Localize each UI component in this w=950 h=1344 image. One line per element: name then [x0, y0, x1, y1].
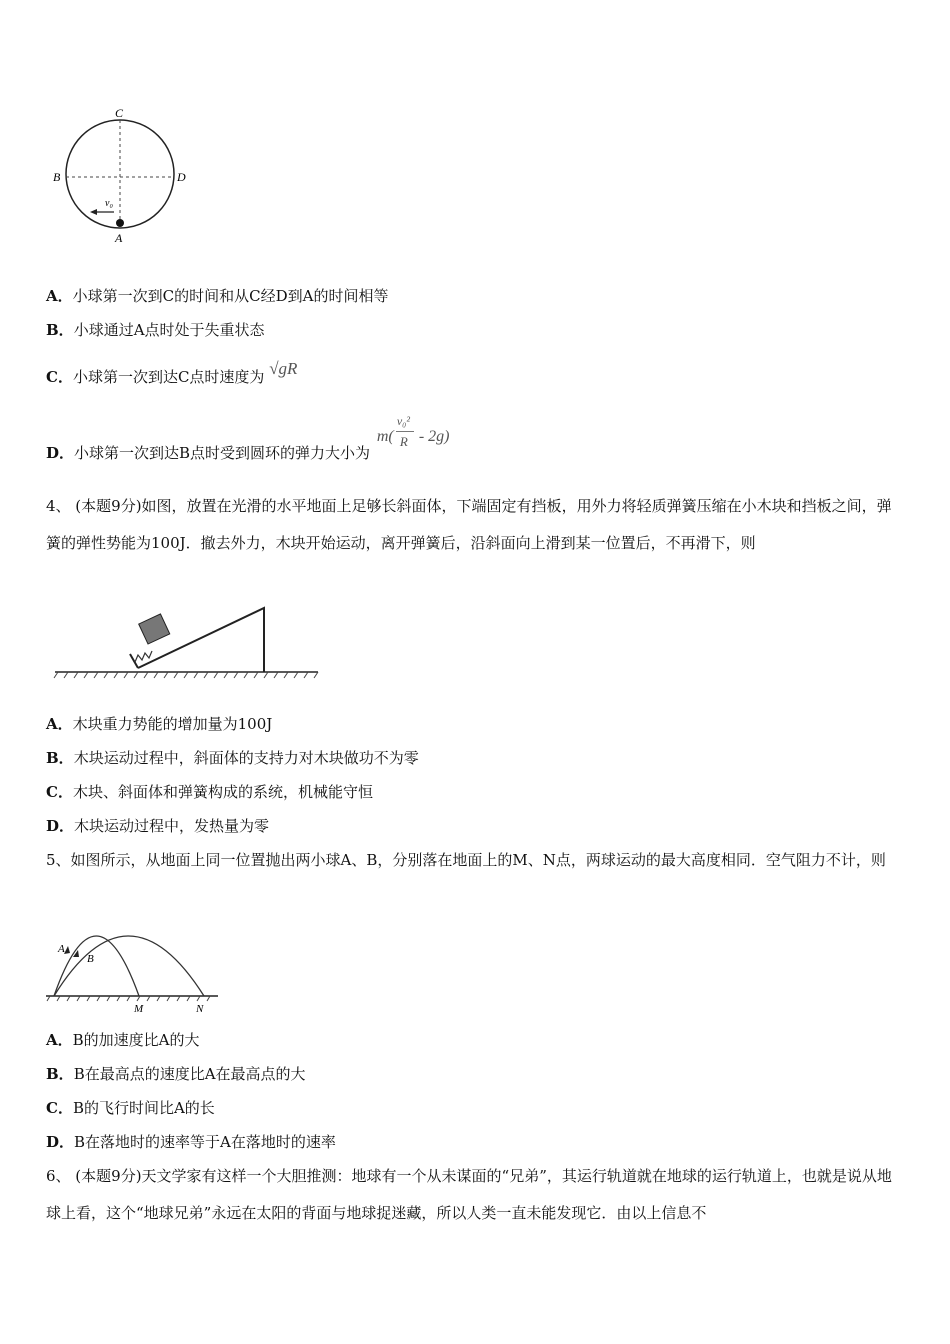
q5-option-d: D．B在落地时的速率等于A在落地时的速率	[46, 1133, 336, 1151]
label-d: D	[177, 170, 186, 184]
q4-option-c: C．木块、斜面体和弹簧构成的系统，机械能守恒	[46, 783, 373, 801]
label-v0: v₀	[105, 198, 113, 209]
label-c: C	[115, 106, 124, 120]
q4-option-b: B．木块运动过程中，斜面体的支持力对木块做功不为零	[46, 749, 419, 767]
q4-stem: 4、 (本题9分)如图，放置在光滑的水平地面上足够长斜面体，下端固定有挡板，用外力将轻质弹簧压缩在小木块和挡板之间，弹簧的弹性势能为100J．撤去外力，木块开始运动，离开弹簧后，沿斜面向上滑到某一位置后，不再滑下，则	[46, 497, 892, 552]
q3-option-b: B．小球通过A点时处于失重状态	[46, 321, 265, 339]
label-n: N	[196, 1003, 204, 1015]
label-b: B	[53, 170, 61, 184]
q5-option-c: C．B的飞行时间比A的长	[46, 1099, 215, 1117]
q3-option-c: C．小球第一次到达C点时速度为 √gR	[46, 359, 298, 386]
q4-option-d: D．木块运动过程中，发热量为零	[46, 817, 270, 835]
q3-option-d: D．小球第一次到达B点时受到圆环的弹力大小为 m( v₀² R - 2g)	[46, 438, 467, 463]
incline-figure	[50, 604, 322, 680]
label-a-traj: A	[58, 943, 65, 955]
q5-option-a: A．B的加速度比A的大	[46, 1031, 200, 1049]
label-b-traj: B	[87, 953, 94, 965]
sqrt-gr-formula: √gR	[269, 359, 298, 378]
q5-option-b: B．B在最高点的速度比A在最高点的大	[46, 1065, 306, 1083]
q4-option-a: A．木块重力势能的增加量为100J	[46, 715, 273, 733]
label-a: A	[115, 231, 123, 245]
circle-figure	[50, 104, 200, 249]
q3-option-a: A．小球第一次到C的时间和从C经D到A的时间相等	[46, 287, 389, 305]
force-formula: m( v₀² R - 2g)	[376, 414, 450, 449]
projectile-figure	[44, 924, 224, 1018]
q5-stem: 5、如图所示，从地面上同一位置抛出两小球A、B，分别落在地面上的M、N点，两球运动的最大高度相同．空气阻力不计，则	[46, 851, 886, 869]
label-m: M	[134, 1003, 144, 1015]
q6-stem: 6、 (本题9分)天文学家有这样一个大胆推测：地球有一个从未谋面的“兄弟”，其运行轨道就在地球的运行轨道上，也就是说从地球上看，这个“地球兄弟”永远在太阳的背面与地球捉迷藏，所以人类一直未能发现它．由以上信息不	[46, 1167, 892, 1222]
